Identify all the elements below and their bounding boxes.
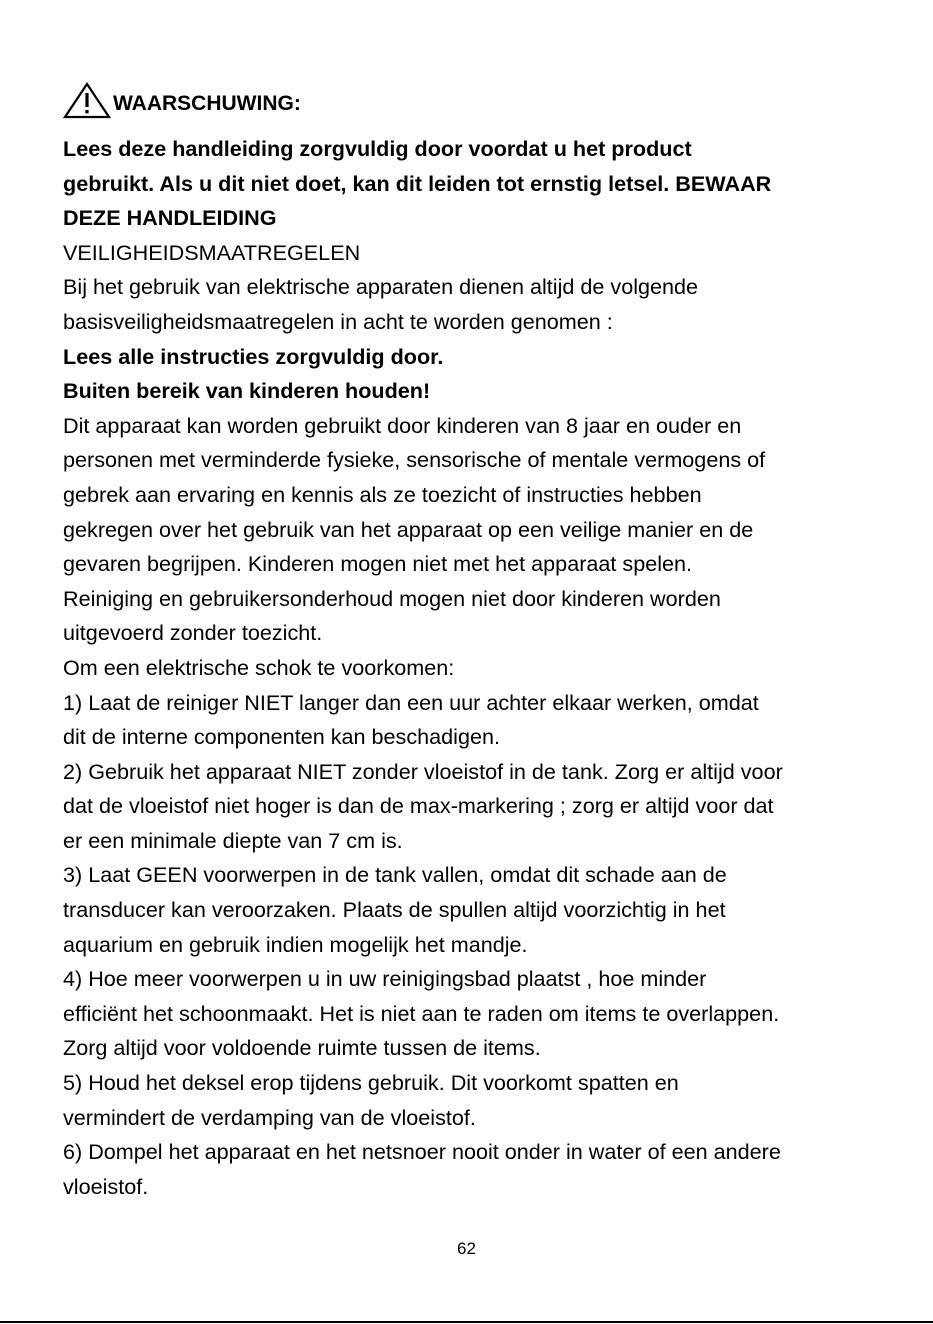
list-item-line: er een minimale diepte van 7 cm is.	[63, 827, 403, 853]
list-item-line: 6) Dompel het apparaat en het netsnoer nooit onder in water of een andere	[63, 1139, 781, 1165]
list-item-line: aquarium en gebruik indien mogelijk het mandje.	[63, 931, 528, 957]
warning-title: WAARSCHUWING:	[113, 92, 301, 115]
bold-note: Lees alle instructies zorgvuldig door.	[63, 343, 444, 369]
list-item-line: efficiënt het schoonmaakt. Het is niet aan te raden om items te overlappen.	[63, 1000, 780, 1026]
warning-heading	[63, 76, 883, 120]
section-title: VEILIGHEIDSMAATREGELEN	[63, 239, 361, 265]
section-intro-line: Bij het gebruik van elektrische apparaten dienen altijd de volgende	[63, 274, 699, 300]
list-item-line: Zorg altijd voor voldoende ruimte tussen de items.	[63, 1035, 541, 1061]
warning-triangle-icon	[63, 82, 111, 120]
intro-line: gebruikt. Als u dit niet doet, kan dit leiden tot ernstig letsel. BEWAAR	[63, 170, 772, 196]
page-number: 62	[457, 1239, 476, 1258]
manual-page	[63, 76, 883, 1204]
children-paragraph-line: gekregen over het gebruik van het apparaat op een veilige manier en de	[63, 516, 754, 542]
list-item-line: vermindert de verdamping van de vloeistof.	[63, 1104, 476, 1130]
children-paragraph-line: personen met verminderde fysieke, sensorische of mentale vermogens of	[63, 447, 766, 473]
list-item-line: transducer kan veroorzaken. Plaats de spullen altijd voorzichtig in het	[63, 897, 726, 923]
shock-heading: Om een elektrische schok te voorkomen:	[63, 654, 455, 680]
list-item-line: dit de interne componenten kan beschadigen.	[63, 724, 500, 750]
intro-line: Lees deze handleiding zorgvuldig door voordat u het product	[63, 136, 692, 161]
section-intro-line: basisveiligheidsmaatregelen in acht te worden genomen :	[63, 308, 613, 334]
list-item-line: vloeistof.	[63, 1173, 149, 1199]
bottom-divider	[0, 1321, 933, 1323]
children-paragraph-line: gevaren begrijpen. Kinderen mogen niet met het apparaat spelen.	[63, 551, 693, 577]
children-paragraph-line: uitgevoerd zonder toezicht.	[63, 620, 323, 646]
list-item-line: 4) Hoe meer voorwerpen u in uw reinigingsbad plaatst , hoe minder	[63, 966, 707, 992]
list-item-line: dat de vloeistof niet hoger is dan de max-markering ; zorg er altijd voor dat	[63, 793, 774, 819]
children-paragraph-line: gebrek aan ervaring en kennis als ze toezicht of instructies hebben	[63, 481, 702, 507]
list-item-line: 3) Laat GEEN voorwerpen in de tank vallen, omdat dit schade aan de	[63, 862, 727, 888]
list-item-line: 5) Houd het deksel erop tijdens gebruik. Dit voorkomt spatten en	[63, 1070, 679, 1096]
intro-line: DEZE HANDLEIDING	[63, 205, 277, 231]
bold-note: Buiten bereik van kinderen houden!	[63, 378, 431, 404]
children-paragraph-line: Reiniging en gebruikersonderhoud mogen niet door kinderen worden	[63, 585, 721, 611]
children-paragraph-line: Dit apparaat kan worden gebruikt door kinderen van 8 jaar en ouder en	[63, 412, 742, 438]
list-item-line: 2) Gebruik het apparaat NIET zonder vloeistof in de tank. Zorg er altijd voor	[63, 758, 783, 784]
list-item-line: 1) Laat de reiniger NIET langer dan een uur achter elkaar werken, omdat	[63, 689, 759, 715]
